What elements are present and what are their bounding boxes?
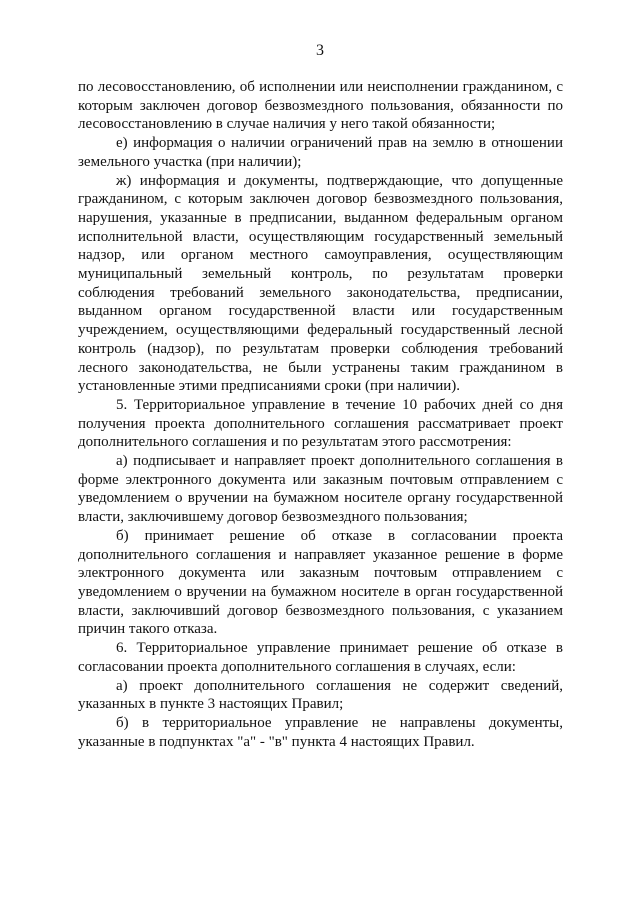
paragraph-section-5: 5. Территориальное управление в течение 10 рабочих дней со дня получения проекта дополнительного соглашения рассматривает проект дополнительного соглашения и по результатам этого рассмотрения: <box>78 396 563 451</box>
paragraph-section-6-item-a: а) проект дополнительного соглашения не содержит сведений, указанных в пункте 3 настоящих Правил; <box>78 677 563 713</box>
page-number: 3 <box>316 42 324 59</box>
document-body <box>78 78 563 751</box>
paragraph-section-5-item-a: а) подписывает и направляет проект дополнительного соглашения в форме электронного документа или заказным почтовым отправлением с уведомлением о вручении на бумажном носителе органу государственной власти, заключившему договор безвозмездного пользования; <box>78 453 563 526</box>
paragraph-section-6-item-b: б) в территориальное управление не направлены документы, указанные в подпунктах "а" - "в" пункта 4 настоящих Правил. <box>78 714 563 750</box>
paragraph-section-6: 6. Территориальное управление принимает решение об отказе в согласовании проекта дополнительного соглашения в случаях, если: <box>78 640 563 675</box>
paragraph-section-5-item-b: б) принимает решение об отказе в согласовании проекта дополнительного соглашения и направляет указанное решение в форме электронного документа или заказным почтовым отправлением с уведомлением о вручении на бумажном носителе в орган государственной власти, заключивший договор безвозмездного пользования, с указанием причин такого отказа. <box>78 527 563 638</box>
paragraph-continuation: по лесовосстановлению, об исполнении или неисполнении гражданином, с которым заключен договор безвозмездного пользования, обязанности по лесовосстановлению в случае наличия у него такой обязанности; <box>78 79 563 133</box>
paragraph-item-zh: ж) информация и документы, подтверждающие, что допущенные гражданином, с которым заключен договор безвозмездного пользования, нарушения, указанные в предписании, выданном федеральным органом исполнительной власти, осуществляющим государственный земельный надзор, или органом местного самоуправления, осуществляющим муниципальный земельный контроль, по результатам проверки соблюдения требований земельного законодательства, предписании, выданном органом государственной власти или государственным учреждением, осуществляющими федеральный государственный лесной контроль (надзор), по результатам проверки соблюдения требований лесного законодательства, не были устранены таким гражданином в установленные этими предписаниями сроки (при наличии). <box>78 172 563 395</box>
paragraph-item-e: е) информация о наличии ограничений прав на землю в отношении земельного участка (при наличии); <box>78 135 563 170</box>
